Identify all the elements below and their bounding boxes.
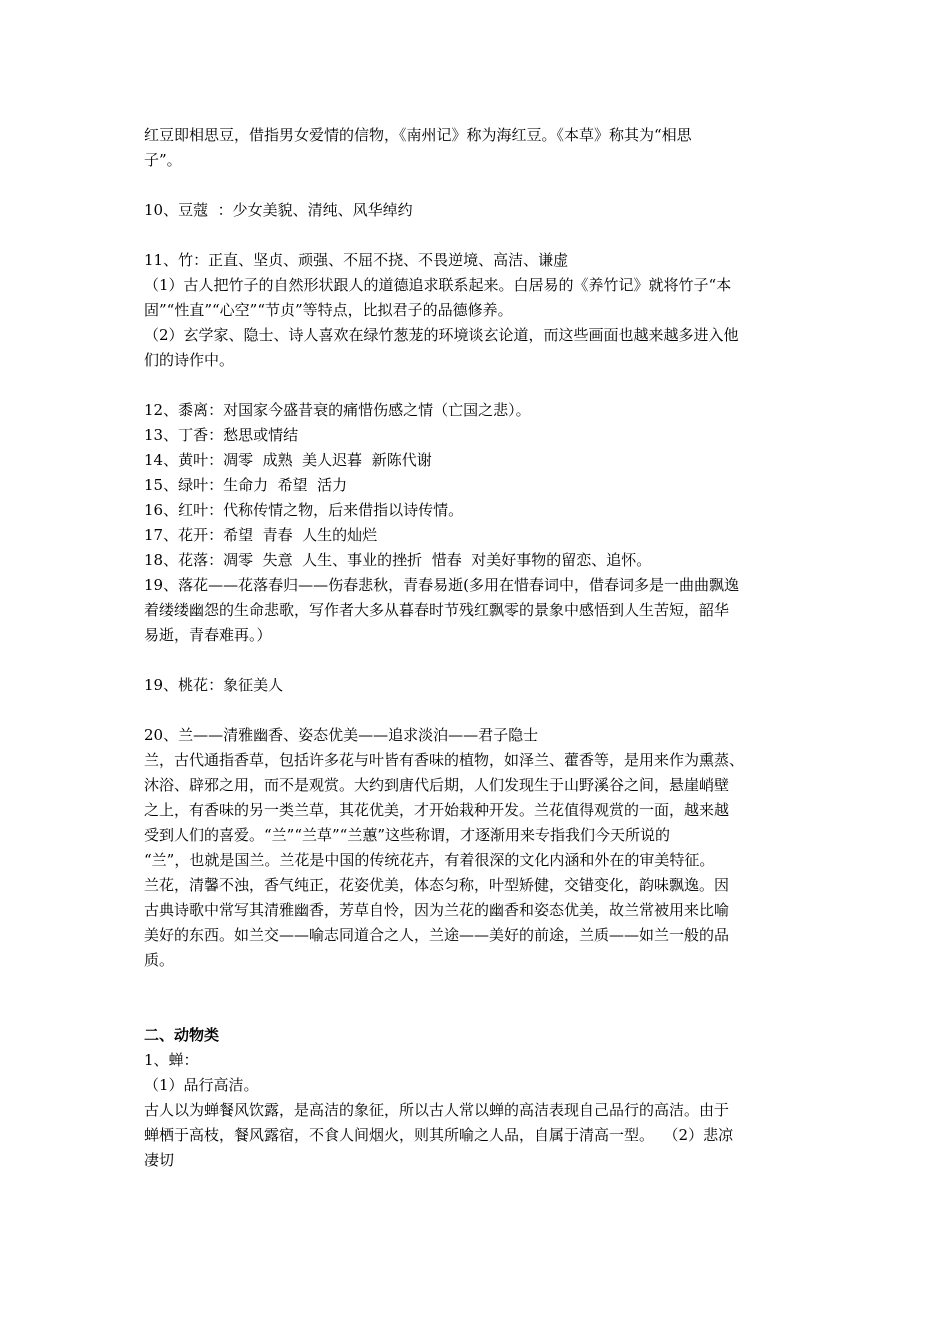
text-line: 之上，有香味的另一类兰草，其花优美，才开始栽种开发。兰花值得观赏的一面，越来越 (144, 801, 730, 819)
paragraph-spacer (144, 698, 814, 723)
list-item: 1、蝉： (144, 1051, 199, 1069)
list-item: 12、黍离：对国家今盛昔衰的痛惜伤感之情（亡国之悲）。 (144, 401, 531, 419)
text-line: 兰花，清馨不浊，香气纯正，花姿优美，体态匀称，叶型矫健，交错变化，韵味飘逸。因 (144, 876, 730, 894)
paragraph-spacer (144, 373, 814, 398)
section-heading: 二、动物类 (144, 1026, 220, 1044)
list-item: 19、落花——花落春归——伤春悲秋，青春易逝(多用在惜春词中，借春词多是一曲曲飘逸 (144, 576, 739, 594)
list-item: 16、红叶：代称传情之物，后来借指以诗传情。 (144, 501, 464, 519)
text-line: 古人以为蝉餐风饮露，是高洁的象征，所以古人常以蝉的高洁表现自己品行的高洁。由于 (144, 1101, 730, 1119)
text-line: 蝉栖于高枝，餐风露宿，不食人间烟火，则其所喻之人品，自属于清高一型。 （2）悲凉 (144, 1126, 734, 1144)
text-line: 沐浴、辟邪之用，而不是观赏。大约到唐代后期，人们发现生于山野溪谷之间，悬崖峭壁 (144, 776, 730, 794)
list-item: 13、丁香：愁思或情结 (144, 426, 299, 444)
paragraph-spacer (144, 648, 814, 673)
text-line: 固”“性直”“心空”“节贞”等特点，比拟君子的品德修养。 (144, 301, 513, 319)
text-line: 着缕缕幽怨的生命悲歌，写作者大多从暮春时节残红飘零的景象中感悟到人生苦短，韶华 (144, 601, 730, 619)
text-line: 们的诗作中。 (144, 351, 235, 369)
paragraph-spacer (144, 973, 814, 998)
list-item: 19、桃花：象征美人 (144, 676, 284, 694)
text-line: 凄切 (144, 1151, 175, 1169)
paragraph-spacer (144, 223, 814, 248)
text-line: （1）品行高洁。 (144, 1076, 259, 1094)
text-line: 子”。 (144, 151, 182, 169)
text-line: 古典诗歌中常写其清雅幽香，芳草自怜，因为兰花的幽香和姿态优美，故兰常被用来比喻 (144, 901, 730, 919)
text-line: （1）古人把竹子的自然形状跟人的道德追求联系起来。白居易的《养竹记》就将竹子“本 (144, 276, 732, 294)
document-page (144, 123, 814, 1173)
text-line: 兰，古代通指香草，包括许多花与叶皆有香味的植物，如泽兰、藿香等，是用来作为熏蒸、 (144, 751, 745, 769)
text-line: “兰”，也就是国兰。兰花是中国的传统花卉，有着很深的文化内涵和外在的审美特征。 (144, 851, 715, 869)
text-line: 美好的东西。如兰交——喻志同道合之人，兰途——美好的前途，兰质——如兰一般的品 (144, 926, 730, 944)
text-line: 易逝，青春难再。） (144, 626, 272, 644)
list-item: 15、绿叶：生命力 希望 活力 (144, 476, 348, 494)
text-line: 质。 (144, 951, 175, 969)
list-item: 17、花开：希望 青春 人生的灿烂 (144, 526, 378, 544)
text-line: 红豆即相思豆，借指男女爱情的信物，《南州记》称为海红豆。《本草》称其为“相思 (144, 126, 692, 144)
text-line: （2）玄学家、隐士、诗人喜欢在绿竹葱茏的环境谈玄论道，而这些画面也越来越多进入他 (144, 326, 739, 344)
paragraph-spacer (144, 998, 814, 1023)
list-item: 20、兰——清雅幽香、姿态优美——追求淡泊——君子隐士 (144, 726, 539, 744)
text-line: 受到人们的喜爱。“兰”“兰草”“兰蕙”这些称谓，才逐渐用来专指我们今天所说的 (144, 826, 671, 844)
list-item: 14、黄叶：凋零 成熟 美人迟暮 新陈代谢 (144, 451, 432, 469)
list-item: 18、花落：凋零 失意 人生、事业的挫折 惜春 对美好事物的留恋、追怀。 (144, 551, 652, 569)
list-item: 10、豆蔻 ：少女美貌、清纯、风华绰约 (144, 201, 413, 219)
list-item: 11、竹：正直、坚贞、顽强、不屈不挠、不畏逆境、高洁、谦虚 (144, 251, 569, 269)
paragraph-spacer (144, 173, 814, 198)
